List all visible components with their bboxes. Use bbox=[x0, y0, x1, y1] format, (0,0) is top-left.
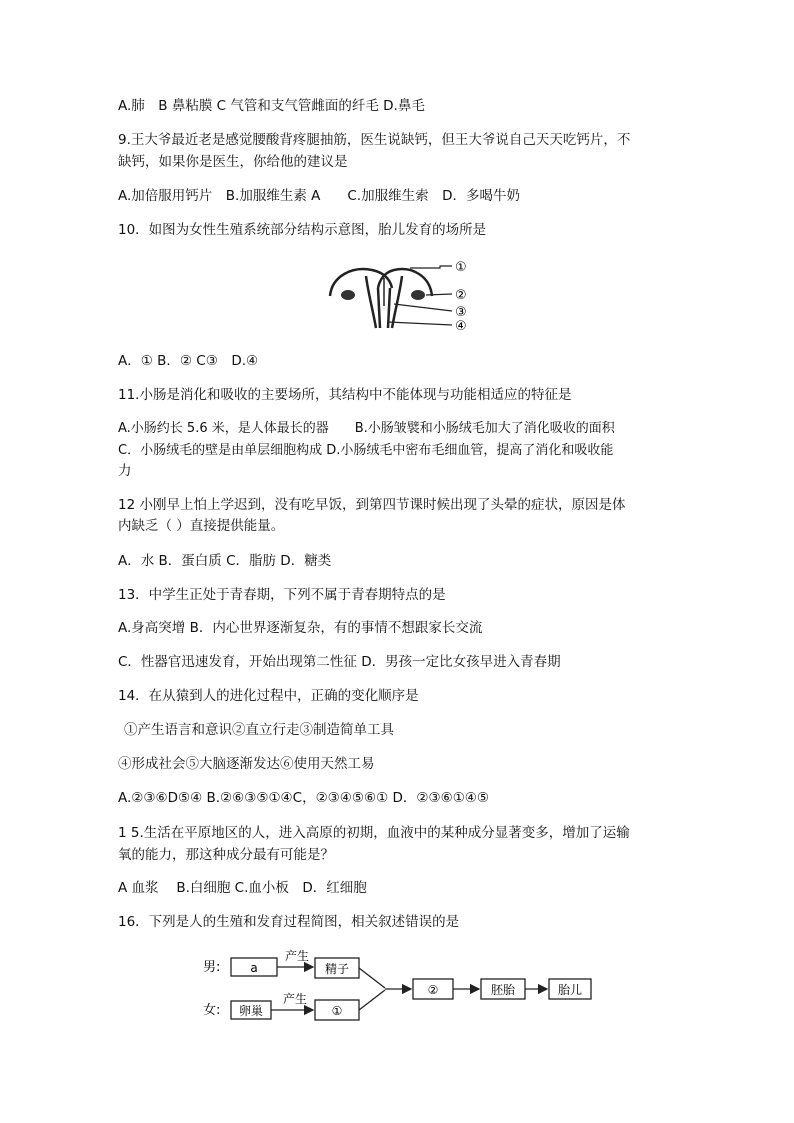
q13-option-line1: A.身高突增 B．内心世界逐渐复杂，有的事情不想跟家长交流 bbox=[118, 620, 483, 636]
male-label: 男: bbox=[203, 960, 221, 975]
q10-options: A．① B．② C③ D.④ bbox=[118, 353, 259, 369]
label-4: ④ bbox=[455, 319, 467, 330]
q9-stem-line2: 缺钙，如果你是医生，你给他的建议是 bbox=[118, 154, 348, 170]
q15-stem-line2: 氧的能力，那这种成分最有可能是？ bbox=[118, 847, 334, 863]
q10-stem: 10．如图为女性生殖系统部分结构示意图，胎儿发育的场所是 bbox=[118, 222, 487, 238]
q15-stem-line1: 1 5.生活在平原地区的人，进入高原的初期，血液中的某种成分显著变多，增加了运输 bbox=[118, 825, 630, 841]
q14-items-line2: ④形成社会⑤大脑逐渐发达⑥使用天然工易 bbox=[118, 756, 375, 772]
box-ovary-text: 卵巢 bbox=[238, 1004, 264, 1018]
q9-options: A.加倍服用钙片 B.加服维生素 A C.加服维生索 D．多喝牛奶 bbox=[118, 188, 520, 204]
box-a-text: a bbox=[250, 961, 258, 975]
q14-options: A.②③⑥D⑤④ B.②⑥③⑤①④C，②③④⑤⑥① D．②③⑥①④⑤ bbox=[118, 790, 489, 806]
q11-option-line1: A.小肠约长 5.6 米，是人体最长的器 B.小肠皱襞和小肠绒毛加大了消化吸收的面积 bbox=[118, 421, 615, 436]
q14-stem: 14．在从猿到人的进化过程中，正确的变化顺序是 bbox=[118, 688, 419, 704]
right-ovary bbox=[411, 290, 425, 300]
q12-stem-line2: 内缺乏（ ）直接提供能量。 bbox=[118, 518, 285, 534]
q11-stem: 11.小肠是消化和吸收的主要场所，其结构中不能体现与功能相适应的特征是 bbox=[118, 387, 572, 403]
q8-options: A.肺 B 鼻粘膜 C 气管和支气管雌面的纤毛 D.鼻毛 bbox=[118, 98, 425, 114]
q12-stem-line1: 12 小刚早上怕上学迟到，没有吃早饭，到第四节课时候出现了头晕的症状，原因是体 bbox=[118, 497, 626, 513]
label-3: ③ bbox=[455, 305, 467, 320]
q14-items-line1: ①产生语言和意识②直立行走③制造简单工具 bbox=[124, 722, 394, 738]
box-sperm-text: 精子 bbox=[324, 962, 350, 976]
box-egg-text: ① bbox=[331, 1004, 343, 1018]
q12-options: A．水 B．蛋白质 C．脂肪 D．糖类 bbox=[118, 553, 332, 569]
q13-option-line2: C．性器官迅速发育，开始出现第二性征 D．男孩一定比女孩早进入青春期 bbox=[118, 654, 561, 670]
q11-option-line3: 力 bbox=[118, 463, 132, 479]
q13-stem: 13．中学生正处于青春期，下列不属于青春期特点的是 bbox=[118, 587, 446, 603]
q9-stem-line1: 9.王大爷最近老是感觉腰酸背疼腿抽筋，医生说缺钙，但王大爷说自己天天吃钙片，不 bbox=[118, 132, 631, 148]
arrow-label-2: 产生 bbox=[282, 992, 308, 1006]
label-2: ② bbox=[455, 288, 467, 303]
female-label: 女: bbox=[203, 1003, 221, 1018]
label-1: ① bbox=[455, 260, 467, 275]
box-embryo-text: 胚胎 bbox=[490, 983, 516, 997]
q11-option-line2: C．小肠绒毛的壁是由单层细胞构成 D.小肠绒毛中密布毛细血管，提高了消化和吸收能 bbox=[118, 443, 614, 458]
reproduction-flow-diagram bbox=[195, 948, 595, 1028]
q16-stem: 16．下列是人的生殖和发育过程简图，相关叙述错误的是 bbox=[118, 914, 460, 930]
left-ovary bbox=[341, 290, 355, 300]
female-reproductive-diagram bbox=[322, 258, 482, 330]
box-fetus-text: 胎儿 bbox=[557, 983, 583, 997]
box-zygote-text: ② bbox=[427, 983, 439, 997]
merge-lines bbox=[359, 968, 385, 1010]
arrow-label-1: 产生 bbox=[284, 949, 310, 963]
q15-options: A 血浆 B.白细胞 C.血小板 D．红细胞 bbox=[118, 880, 367, 896]
